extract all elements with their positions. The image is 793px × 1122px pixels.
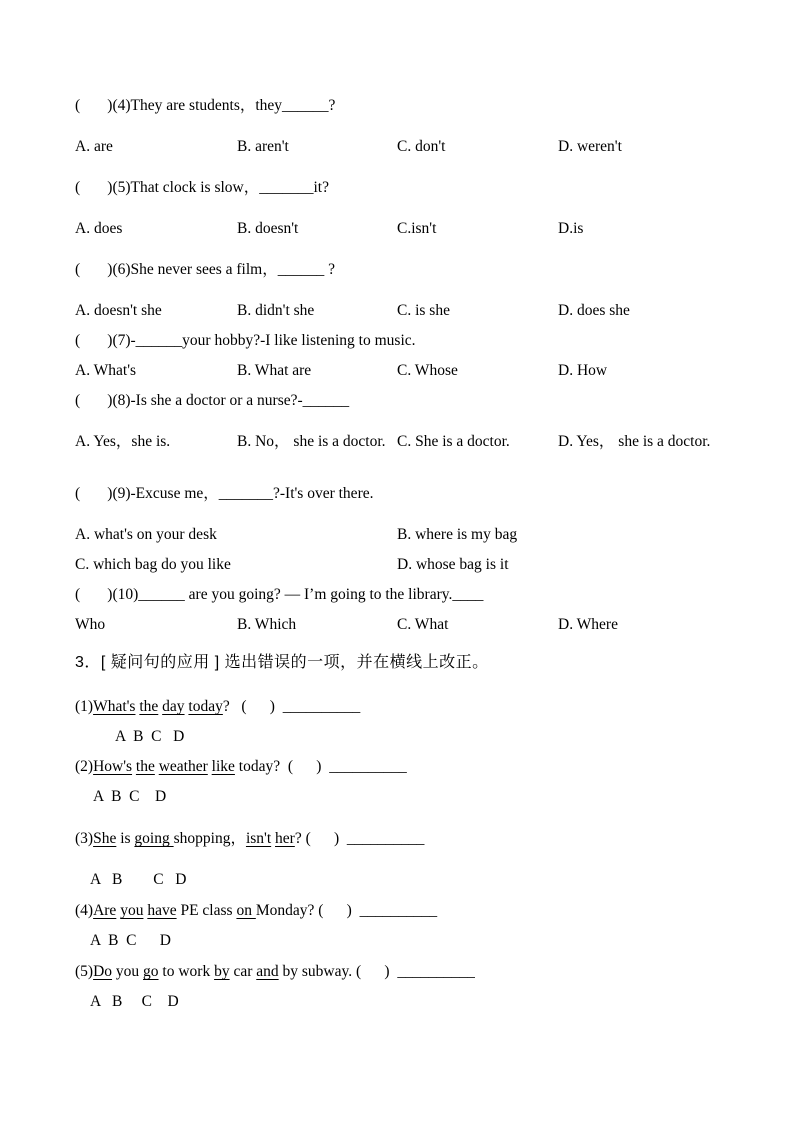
question-10-prompt: ( )(10)______ are you going? — I’m going to the library.____	[75, 586, 484, 603]
option-6-d: D. does she	[558, 302, 630, 319]
underlined-segment: by	[214, 963, 230, 980]
fix-item-2-sentence	[75, 758, 793, 776]
option-6-b: B. didn't she	[237, 302, 315, 319]
text-segment: to work	[158, 963, 215, 980]
option-5-a: A. does	[75, 220, 123, 237]
option-7-c: C. Whose	[397, 362, 458, 379]
text-segment: is	[116, 830, 135, 847]
fix-item-3-sentence	[75, 830, 793, 848]
underlined-segment: you	[120, 902, 144, 919]
underlined-segment: today	[188, 698, 223, 715]
fix-item-4-letters: A B C D	[90, 932, 171, 949]
underlined-segment: How's	[93, 758, 133, 775]
option-8-d: D. Yes， she is a doctor.	[558, 433, 711, 450]
question-9-options-cd	[75, 556, 793, 574]
option-10-c: C. What	[397, 616, 449, 633]
question-4-options	[75, 138, 793, 156]
question-8-prompt: ( )(8)-Is she a doctor or a nurse?-______	[75, 392, 350, 409]
answer-blank: __________	[282, 698, 361, 715]
underlined-segment: her	[275, 830, 295, 847]
question-8-options	[75, 433, 793, 451]
option-6-c: C. is she	[397, 302, 450, 319]
fix-item-1-sentence	[75, 698, 793, 716]
question-7-prompt: ( )(7)-______your hobby?-I like listening to music.	[75, 332, 416, 349]
underlined-segment: go	[143, 963, 159, 980]
text-segment: (1)	[75, 698, 94, 715]
text-segment: (2)	[75, 758, 94, 775]
question-6-options	[75, 302, 793, 320]
option-5-d: D.is	[558, 220, 584, 237]
fix-item-2-letters: A B C D	[93, 788, 167, 805]
option-10-b: B. Which	[237, 616, 297, 633]
option-8-b: B. No， she is a doctor.	[237, 433, 386, 450]
option-9-d: D. whose bag is it	[397, 556, 509, 573]
underlined-segment: on	[236, 902, 256, 919]
underlined-segment: She	[93, 830, 117, 847]
fix-item-4-sentence	[75, 902, 793, 920]
option-4-c: C. don't	[397, 138, 446, 155]
option-8-c: C. She is a doctor.	[397, 433, 510, 450]
text-segment: (3)	[75, 830, 94, 847]
option-9-c: C. which bag do you like	[75, 556, 231, 573]
fix-item-3-letters: A B C D	[90, 871, 187, 888]
option-8-a: A. Yes，she is.	[75, 433, 171, 450]
option-9-a: A. what's on your desk	[75, 526, 217, 543]
option-4-b: B. aren't	[237, 138, 289, 155]
text-segment: you	[112, 963, 144, 980]
question-5-prompt: ( )(5)That clock is slow，_______it?	[75, 179, 329, 196]
answer-blank: __________	[397, 963, 475, 980]
option-6-a: A. doesn't she	[75, 302, 162, 319]
underlined-segment: and	[256, 963, 279, 980]
text-segment: ? ( )	[222, 698, 283, 715]
fix-item-1-letters: A B C D	[115, 728, 185, 745]
question-10-options	[75, 616, 793, 634]
underlined-segment: the	[135, 758, 155, 775]
answer-blank: __________	[359, 902, 438, 919]
text-segment: ? ( )	[294, 830, 347, 847]
answer-blank: __________	[346, 830, 425, 847]
option-7-d: D. How	[558, 362, 608, 379]
option-7-a: A. What's	[75, 362, 137, 379]
text-segment: car	[229, 963, 257, 980]
question-9-options-ab	[75, 526, 793, 544]
option-4-d: D. weren't	[558, 138, 622, 155]
question-4-prompt: ( )(4)They are students，they______?	[75, 97, 336, 114]
question-9-prompt: ( )(9)-Excuse me，_______?-It's over there.	[75, 485, 374, 502]
text-segment: PE class	[176, 902, 237, 919]
question-5-options	[75, 220, 793, 238]
underlined-segment: going	[134, 830, 174, 847]
question-7-options	[75, 362, 793, 380]
option-5-b: B. doesn't	[237, 220, 299, 237]
fix-item-5-letters: A B C D	[90, 993, 179, 1010]
option-10-d: D. Where	[558, 616, 618, 633]
text-segment: shopping，	[173, 830, 246, 847]
answer-blank: __________	[329, 758, 407, 775]
fix-item-5-sentence	[75, 963, 793, 981]
text-segment: Monday? ( )	[255, 902, 360, 919]
text-segment: by subway. ( )	[278, 963, 398, 980]
underlined-segment: Are	[93, 902, 117, 919]
option-7-b: B. What are	[237, 362, 312, 379]
option-5-c: C.isn't	[397, 220, 437, 237]
text-segment: today? ( )	[234, 758, 330, 775]
text-segment: (5)	[75, 963, 94, 980]
question-6-prompt: ( )(6)She never sees a film，______ ?	[75, 261, 335, 278]
section-3-heading: 3．[ 疑问句的应用 ] 选出错误的一项，并在横线上改正。	[75, 654, 489, 671]
underlined-segment: weather	[158, 758, 208, 775]
underlined-segment: Do	[93, 963, 113, 980]
underlined-segment: day	[162, 698, 185, 715]
option-4-a: A. are	[75, 138, 113, 155]
option-9-b: B. where is my bag	[397, 526, 518, 543]
option-10-a: Who	[75, 616, 106, 633]
underlined-segment: What's	[93, 698, 136, 715]
underlined-segment: the	[139, 698, 159, 715]
underlined-segment: isn't	[245, 830, 272, 847]
underlined-segment: have	[147, 902, 177, 919]
underlined-segment: like	[211, 758, 235, 775]
text-segment: (4)	[75, 902, 94, 919]
